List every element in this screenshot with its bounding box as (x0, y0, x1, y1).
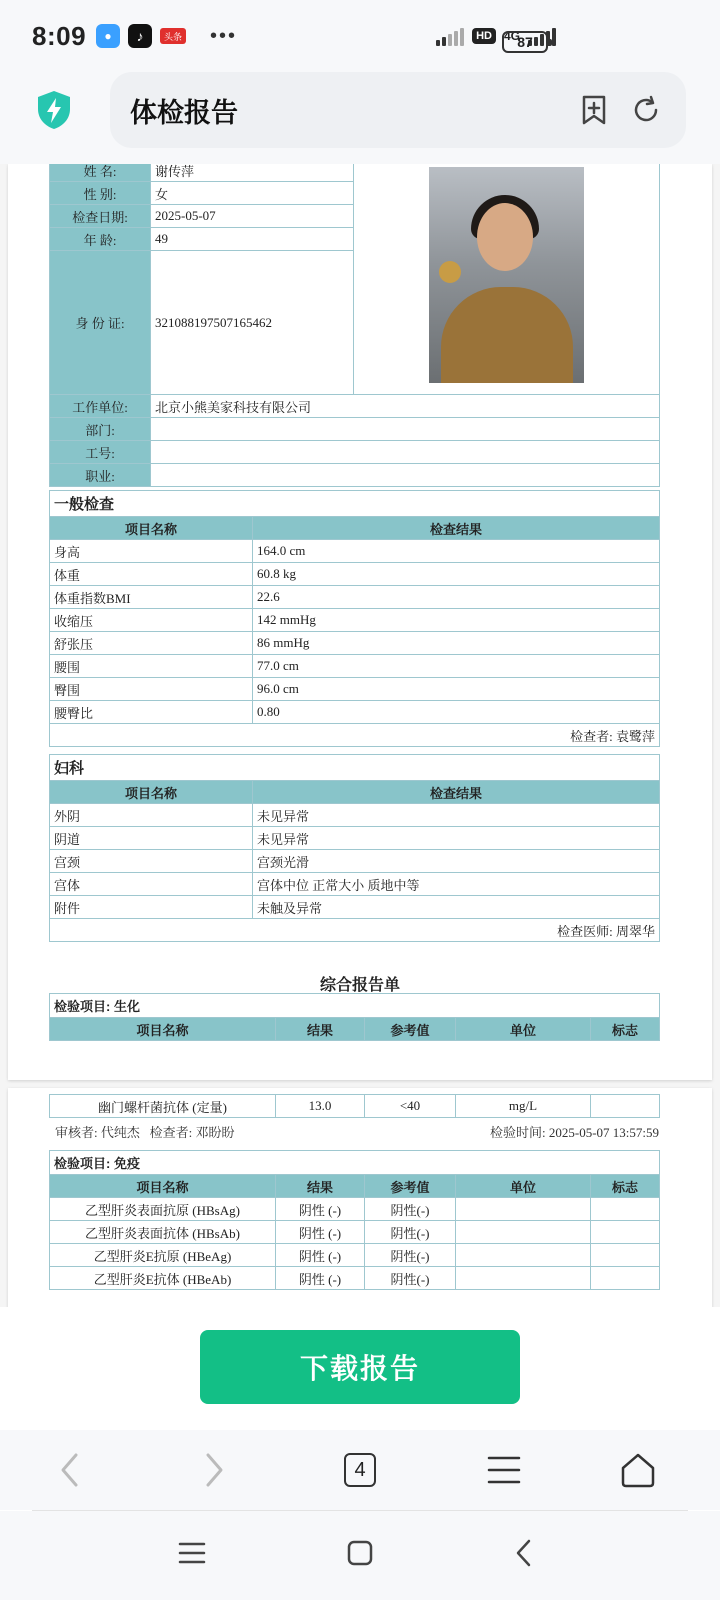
immune-flag (591, 1267, 660, 1290)
gyn-item-result: 未见异常 (253, 827, 660, 850)
general-item-name: 体重 (50, 563, 253, 586)
general-item-name: 体重指数BMI (50, 586, 253, 609)
immune-row (50, 1244, 660, 1267)
exam-date-value: 2025-05-07 (151, 205, 354, 228)
immune-flag (591, 1198, 660, 1221)
general-row (50, 701, 660, 724)
page-title: 体检报告 (130, 97, 238, 128)
battery-level: 87 (517, 34, 533, 50)
back-button[interactable] (46, 1446, 94, 1494)
general-exam-table (49, 490, 660, 747)
immune-reference: 阴性(-) (365, 1198, 456, 1221)
gyn-item-result: 宫颈光滑 (253, 850, 660, 873)
immune-result: 阴性 (-) (276, 1267, 365, 1290)
age-value: 49 (151, 228, 354, 251)
tabs-count: 4 (344, 1453, 376, 1487)
report-page-1 (8, 164, 712, 1080)
report-page-2 (8, 1088, 712, 1307)
occupation-value (151, 464, 660, 487)
general-item-name: 腰围 (50, 655, 253, 678)
general-item-result: 96.0 cm (253, 678, 660, 701)
immune-unit (456, 1267, 591, 1290)
clock: 8:09 (32, 20, 87, 51)
gynecology-examiner: 检查医师: 周翠华 (50, 919, 660, 942)
gyn-row (50, 873, 660, 896)
general-item-result: 0.80 (253, 701, 660, 724)
biochem-col-result: 结果 (276, 1018, 365, 1041)
name-value: 谢传萍 (151, 164, 354, 182)
summary-title: 综合报告单 (319, 977, 400, 994)
department-value (151, 418, 660, 441)
immune-item-name: 乙型肝炎E抗体 (HBeAb) (50, 1267, 276, 1290)
immune-row (50, 1198, 660, 1221)
biochem-result: 13.0 (276, 1095, 365, 1118)
biochem-col-unit: 单位 (456, 1018, 591, 1041)
general-row (50, 632, 660, 655)
general-col-item: 项目名称 (50, 517, 253, 540)
employer-label: 工作单位: (50, 395, 151, 418)
exam-date-label: 检查日期: (50, 205, 151, 228)
biochem-section-title: 检验项目: 生化 (50, 994, 660, 1018)
general-row (50, 540, 660, 563)
gyn-row (50, 850, 660, 873)
download-area (0, 1307, 720, 1402)
general-item-name: 臀围 (50, 678, 253, 701)
gyn-row (50, 896, 660, 919)
system-back-button[interactable] (502, 1531, 546, 1575)
general-item-name: 收缩压 (50, 609, 253, 632)
general-item-name: 身高 (50, 540, 253, 563)
checker: 检查者: 邓盼盼 (149, 1125, 235, 1140)
immune-result: 阴性 (-) (276, 1244, 365, 1267)
general-row (50, 609, 660, 632)
gyn-item-name: 宫颈 (50, 850, 253, 873)
immune-reference: 阴性(-) (365, 1267, 456, 1290)
recent-apps-button[interactable] (170, 1531, 214, 1575)
system-home-button[interactable] (338, 1531, 382, 1575)
general-item-result: 22.6 (253, 586, 660, 609)
biochem-item-name: 幽门螺杆菌抗体 (定量) (50, 1095, 276, 1118)
general-exam-title: 一般检查 (50, 491, 660, 517)
biochem-unit: mg/L (456, 1095, 591, 1118)
general-item-name: 腰臀比 (50, 701, 253, 724)
immune-flag (591, 1244, 660, 1267)
immune-section-title: 检验项目: 免疫 (50, 1151, 660, 1175)
menu-icon (487, 1455, 521, 1485)
biochem-col-item: 项目名称 (50, 1018, 276, 1041)
biochem-flag (591, 1095, 660, 1118)
immune-unit (456, 1198, 591, 1221)
gyn-row (50, 827, 660, 850)
general-item-name: 舒张压 (50, 632, 253, 655)
battery-icon (502, 31, 548, 53)
gyn-item-result: 未见异常 (253, 804, 660, 827)
gyn-item-name: 附件 (50, 896, 253, 919)
general-col-result: 检查结果 (253, 517, 660, 540)
occupation-label: 职业: (50, 464, 151, 487)
general-row (50, 563, 660, 586)
gynecology-title: 妇科 (50, 755, 660, 781)
wifi-signal-icon (436, 26, 464, 46)
gyn-item-result: 宫体中位 正常大小 质地中等 (253, 873, 660, 896)
immune-col-result: 结果 (276, 1175, 365, 1198)
gender-value: 女 (151, 182, 354, 205)
employee-no-label: 工号: (50, 441, 151, 464)
immune-item-name: 乙型肝炎表面抗体 (HBsAb) (50, 1221, 276, 1244)
chevron-right-icon (202, 1452, 226, 1488)
gyn-item-result: 未触及异常 (253, 896, 660, 919)
test-time: 检验时间: 2025-05-07 13:57:59 (490, 1125, 659, 1140)
biochem-col-ref: 参考值 (365, 1018, 456, 1041)
tabs-button[interactable] (336, 1446, 384, 1494)
forward-button[interactable] (190, 1446, 238, 1494)
biochem-header-table (49, 993, 660, 1041)
reviewer: 审核者: 代纯杰 (55, 1125, 140, 1140)
immune-col-flag: 标志 (591, 1175, 660, 1198)
more-notifications-icon: ••• (210, 24, 238, 47)
shield-icon[interactable] (36, 90, 72, 130)
gender-label: 性 别: (50, 182, 151, 205)
immune-item-name: 乙型肝炎表面抗原 (HBsAg) (50, 1198, 276, 1221)
immune-reference: 阴性(-) (365, 1244, 456, 1267)
immune-flag (591, 1221, 660, 1244)
photo-cell (354, 164, 660, 395)
status-bar (0, 0, 720, 72)
general-row (50, 678, 660, 701)
biochem-row (50, 1095, 660, 1118)
immune-unit (456, 1221, 591, 1244)
download-report-button[interactable]: 下载报告 (200, 1330, 520, 1404)
immune-result: 阴性 (-) (276, 1198, 365, 1221)
immune-table (49, 1150, 660, 1290)
personal-info-table (49, 164, 660, 487)
home-icon (619, 1451, 657, 1489)
employee-no-value (151, 441, 660, 464)
biochem-results-table (49, 1094, 660, 1118)
gyn-item-name: 阴道 (50, 827, 253, 850)
age-label: 年 龄: (50, 228, 151, 251)
gyn-col-item: 项目名称 (50, 781, 253, 804)
address-bar[interactable] (110, 72, 686, 148)
biochem-col-flag: 标志 (591, 1018, 660, 1041)
biochem-reference: <40 (365, 1095, 456, 1118)
general-examiner: 检查者: 袁鹭萍 (50, 724, 660, 747)
back-arrow-icon (514, 1538, 534, 1568)
immune-reference: 阴性(-) (365, 1221, 456, 1244)
home-button[interactable] (614, 1446, 662, 1494)
general-row (50, 586, 660, 609)
patient-photo (429, 167, 584, 383)
menu-lines-icon (178, 1541, 206, 1565)
general-row (50, 655, 660, 678)
network-type: 4G (503, 29, 520, 43)
browser-toolbar (0, 72, 720, 164)
report-viewport[interactable] (0, 164, 720, 1307)
square-icon (347, 1540, 373, 1566)
name-label: 姓 名: (50, 164, 151, 182)
app-notification-icon: ● (96, 24, 120, 48)
id-label: 身 份 证: (50, 251, 151, 395)
gyn-col-result: 检查结果 (253, 781, 660, 804)
gyn-item-name: 宫体 (50, 873, 253, 896)
id-value: 321088197507165462 (151, 251, 354, 395)
employer-value: 北京小熊美家科技有限公司 (151, 395, 660, 418)
department-label: 部门: (50, 418, 151, 441)
gyn-row (50, 804, 660, 827)
reload-icon[interactable] (630, 94, 662, 126)
general-item-result: 86 mmHg (253, 632, 660, 655)
chevron-left-icon (58, 1452, 82, 1488)
gynecology-table (49, 754, 660, 942)
gyn-item-name: 外阴 (50, 804, 253, 827)
immune-item-name: 乙型肝炎E抗原 (HBeAg) (50, 1244, 276, 1267)
tiktok-icon: ♪ (128, 24, 152, 48)
immune-col-unit: 单位 (456, 1175, 591, 1198)
reviewer-line (55, 1122, 235, 1141)
immune-result: 阴性 (-) (276, 1221, 365, 1244)
menu-button[interactable] (480, 1446, 528, 1494)
immune-unit (456, 1244, 591, 1267)
system-nav-bar (0, 1511, 720, 1600)
immune-row (50, 1267, 660, 1290)
browser-bottom-nav (0, 1430, 720, 1510)
immune-col-item: 项目名称 (50, 1175, 276, 1198)
general-item-result: 77.0 cm (253, 655, 660, 678)
general-item-result: 164.0 cm (253, 540, 660, 563)
general-item-result: 142 mmHg (253, 609, 660, 632)
general-item-result: 60.8 kg (253, 563, 660, 586)
hd-icon: HD (472, 28, 496, 44)
immune-row (50, 1221, 660, 1244)
add-bookmark-icon[interactable] (578, 94, 610, 126)
toutiao-icon: 头条 (160, 28, 186, 44)
immune-col-ref: 参考值 (365, 1175, 456, 1198)
